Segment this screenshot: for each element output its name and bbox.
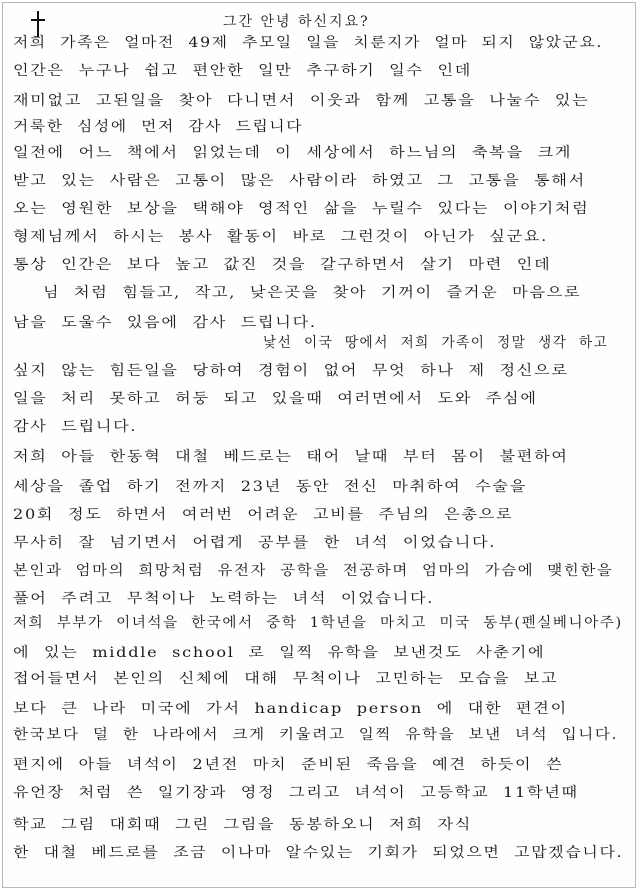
letter-body	[3, 3, 637, 889]
letter-line: 저희 아들 한동혁 대철 베드로는 태어 날때 부터 몸이 불편하여	[13, 449, 569, 465]
letter-line: 재미없고 고된일을 찾아 다니면서 이웃과 함께 고통을 나눌수 있는	[13, 93, 590, 109]
letter-line: 20회 정도 하면서 여러번 어려운 고비를 주님의 은총으로	[13, 507, 514, 523]
letter-line: 한 대철 베드로를 조금 이나마 알수있는 기회가 되었으면 고맙겠습니다.	[13, 845, 624, 861]
letter-line: 감사 드립니다.	[13, 419, 138, 435]
letter-line: 일을 처리 못하고 허둥 되고 있을때 여러면에서 도와 주심에	[13, 391, 538, 407]
letter-line: 님 처럼 힘들고, 작고, 낮은곳을 찾아 기꺼이 즐거운 마음으로	[43, 285, 582, 301]
letter-line: 풀어 주려고 무척이나 노력하는 녀석 이었습니다.	[13, 591, 435, 607]
letter-line: 형제님께서 하시는 봉사 활동이 바로 그런것이 아닌가 싶군요.	[13, 229, 548, 245]
letter-line: 편지에 아들 녀석이 2년전 마치 준비된 죽음을 예견 하듯이 쓴	[13, 757, 564, 773]
letter-line: 접어들면서 본인의 신체에 대해 무척이나 고민하는 모습을 보고	[13, 671, 559, 687]
letter-greeting: 그간 안녕 하신지요?	[223, 14, 370, 30]
letter-line: 무사히 잘 넘기면서 어렵게 공부를 한 녀석 이었습니다.	[13, 535, 497, 551]
letter-line: 남을 도울수 있음에 감사 드립니다.	[13, 315, 317, 331]
letter-line: 한국보다 덜 한 나라에서 크게 키울려고 일찍 유학을 보낸 녀석 입니다.	[13, 727, 619, 743]
letter-page	[2, 2, 636, 888]
letter-line: 낯선 이국 땅에서 저희 가족이 정말 생각 하고	[263, 335, 609, 351]
letter-line: 본인과 엄마의 희망처럼 유전자 공학을 전공하며 엄마의 가슴에 맺힌한을	[13, 563, 614, 579]
letter-line: 보다 큰 나라 미국에 가서 handicap person 에 대한 편견이	[13, 701, 568, 717]
letter-line: 저희 부부가 이녀석을 한국에서 중학 1학년을 마치고 미국 동부(펜실베니아주)	[13, 615, 623, 631]
letter-line: 싶지 않는 힘든일을 당하여 경험이 없어 무엇 하나 제 정신으로	[13, 363, 569, 379]
letter-line: 인간은 누구나 쉽고 편안한 일만 추구하기 일수 인데	[13, 63, 473, 79]
letter-line: 학교 그림 대회때 그린 그림을 동봉하오니 저희 자식	[13, 817, 473, 833]
letter-line: 에 있는 middle school 로 일찍 유학을 보낸것도 사춘기에	[13, 645, 546, 661]
letter-line: 세상을 졸업 하기 전까지 23년 동안 전신 마취하여 수술을	[13, 479, 527, 495]
letter-line: 오는 영원한 보상을 택해야 영적인 삶을 누릴수 있다는 이야기처럼	[13, 201, 590, 217]
letter-line: 받고 있는 사람은 고통이 많은 사람이라 하였고 그 고통을 통해서	[13, 173, 586, 189]
letter-line: 통상 인간은 보다 높고 값진 것을 갈구하면서 살기 마련 인데	[13, 257, 552, 273]
letter-line: 일전에 어느 책에서 읽었는데 이 세상에서 하느님의 축복을 크게	[13, 145, 573, 161]
letter-line: 저희 가족은 얼마전 49제 추모일 일을 치룬지가 얼마 되지 않았군요.	[13, 35, 604, 51]
letter-line: 유언장 처럼 쓴 일기장과 영정 그리고 녀석이 고등학교 11학년때	[13, 785, 579, 801]
letter-line: 거룩한 심성에 먼저 감사 드립니다	[13, 119, 304, 135]
